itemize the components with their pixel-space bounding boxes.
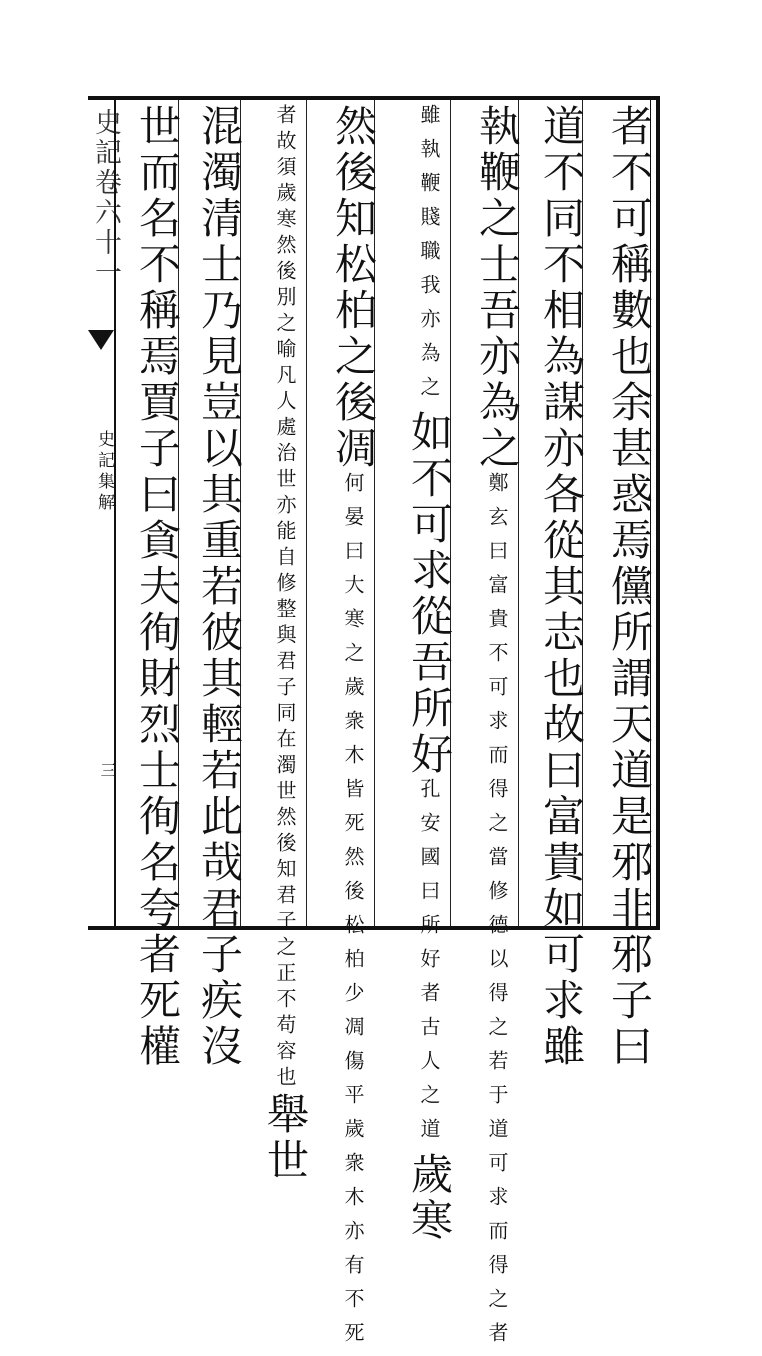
main-text: 舉世	[261, 1092, 310, 1184]
column-rule	[306, 100, 307, 926]
main-text: 道不同不相為謀亦各從其志也故曰富貴如可求雖	[537, 104, 586, 1070]
fish-tail-mark-icon	[88, 330, 114, 350]
page-number: 三	[98, 762, 117, 778]
text-column	[590, 104, 654, 1070]
commentary-text: 孔安國曰所好者古人之道	[417, 778, 441, 1152]
book-title: 史記集解	[94, 430, 114, 514]
main-text: 世而名不稱焉賈子曰貪夫徇財烈士徇名夸者死權	[133, 104, 182, 1070]
frame-right-border	[656, 96, 660, 930]
spine-title: 史記卷六十一	[90, 108, 121, 288]
main-text: 執鞭之士吾亦為之	[473, 104, 522, 472]
main-text: 者不可稱數也余甚惑焉儻所謂天道是邪非邪子曰	[605, 104, 654, 1070]
text-column	[524, 104, 586, 1070]
main-text: 歲寒	[405, 1152, 454, 1244]
main-text: 然後知松柏之後凋	[329, 104, 378, 472]
text-column	[184, 104, 244, 1070]
main-text: 如不可求從吾所好	[405, 410, 454, 778]
text-column	[380, 104, 454, 1244]
text-column	[312, 104, 378, 1356]
commentary-text: 鄭玄曰富貴不可求而得之當修德以得之若于道可求而得之者	[485, 472, 509, 1356]
text-column	[120, 104, 182, 1070]
commentary-text: 何晏曰大寒之歲衆木皆死然後松柏少凋傷平歲衆木亦有不死	[341, 472, 365, 1356]
text-column	[246, 104, 310, 1184]
text-column	[456, 104, 522, 1356]
commentary-text: 雖執鞭賤職我亦為之	[417, 104, 441, 410]
commentary-text: 者故須歲寒然後別之喻凡人處治世亦能自修整與君子同在濁世然後知君子之正不苟容也	[273, 104, 297, 1092]
main-text: 混濁清士乃見豈以其重若彼其輕若此哉君子疾沒	[195, 104, 244, 1070]
